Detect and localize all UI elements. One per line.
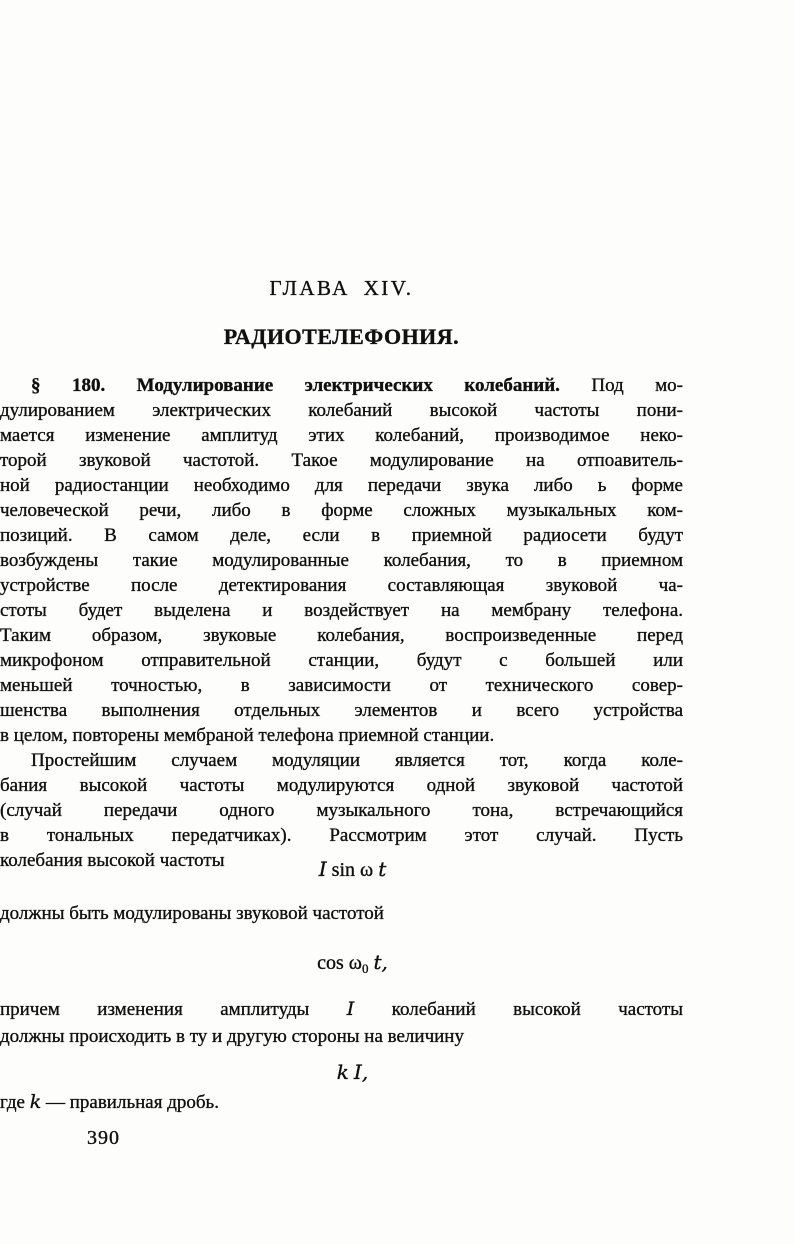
text-line: Таким образом, звуковые колебания, воспроизведенные перед <box>0 625 683 646</box>
sin-function: sin <box>331 859 356 881</box>
text-line <box>0 373 683 398</box>
symbol-current-amplitude: I <box>318 857 327 881</box>
text-line: ной радиостанции необходимо для передачи звука либо ь форме <box>0 475 683 496</box>
symbol-k-fraction: k <box>29 1091 42 1113</box>
text-line: микрофоном отправительной станции, будут с большей или <box>0 650 683 671</box>
formula-cos-omega0-t <box>0 950 683 977</box>
text-line: возбуждены такие модулированные колебания, то в приемном <box>0 550 683 571</box>
symbol-omega: ω <box>360 859 374 881</box>
text-line: в тональных передатчиках). Рассмотрим этот случай. Пусть <box>0 825 683 846</box>
text-line: меньшей точностью, в зависимости от технического совер- <box>0 675 683 696</box>
text-line: (случай передачи одного музыкального тона, встречающийся <box>0 800 683 821</box>
page-title: РАДИОТЕЛЕФОНИЯ. <box>223 324 460 349</box>
formula-i-sin-omega-t <box>0 857 683 882</box>
symbol-k-fraction: k <box>336 1060 349 1084</box>
symbol-time: t, <box>373 950 388 974</box>
paragraph-amplitude-changes <box>0 996 683 1050</box>
symbol-current-amplitude: I, <box>353 1060 369 1084</box>
symbol-time: t <box>378 857 387 881</box>
text-run: — правильная дробь. <box>45 1092 219 1113</box>
text-run: Под мо- <box>591 375 684 396</box>
text-line <box>0 1090 683 1115</box>
paragraph-simplest-modulation-case <box>0 748 683 873</box>
paragraph-must-be-modulated <box>0 901 683 926</box>
page-number: 390 <box>87 1127 120 1149</box>
paragraph-where-k <box>0 1090 683 1115</box>
section-heading-inline: § 180. Модулирование электрических колебаний. <box>31 375 560 396</box>
formula-k-i <box>0 1060 683 1085</box>
text-run: где <box>0 1092 25 1113</box>
symbol-current-amplitude: I <box>346 998 355 1020</box>
text-line: Простейшим случаем модуляции является тот, когда коле- <box>31 750 683 771</box>
text-line: в целом, повторены мембраной телефона приемной станции. <box>0 725 495 746</box>
text-line: шенства выполнения отдельных элементов и всего устройства <box>0 700 683 721</box>
text-line: бания высокой частоты модулируются одной звуковой частотой <box>0 775 683 796</box>
text-line <box>0 996 683 1023</box>
text-line: должны быть модулированы звуковой частотой <box>0 903 384 924</box>
text-line: торой звуковой частотой. Такое модулирование на отпоавитель- <box>0 450 683 471</box>
text-run: колебаний высокой частоты <box>391 999 683 1020</box>
text-line: дулированием электрических колебаний высокой частоты пони- <box>0 400 683 421</box>
text-line: стоты будет выделена и воздействует на мембрану телефона. <box>0 600 683 621</box>
text-run: причем изменения амплитуды <box>0 999 310 1020</box>
text-line: устройстве после детектирования составляющая звуковой ча- <box>0 575 683 596</box>
text-line: человеческой речи, либо в форме сложных музыкальных ком- <box>0 500 683 521</box>
text-line: должны происходить в ту и другую стороны на величину <box>0 1026 464 1047</box>
text-line: мается изменение амплитуд этих колебаний, производимое неко- <box>0 425 683 446</box>
paragraph-modulation-definition <box>0 373 683 748</box>
text-line: колебания высокой частоты <box>0 850 225 871</box>
subscript-zero: 0 <box>361 961 369 976</box>
symbol-omega: ω <box>348 952 362 974</box>
chapter-heading: ГЛАВА XIV. <box>269 276 414 300</box>
text-line: позиций. В самом деле, если в приемной радиосети будут <box>0 525 683 546</box>
cos-function: cos <box>317 952 344 974</box>
